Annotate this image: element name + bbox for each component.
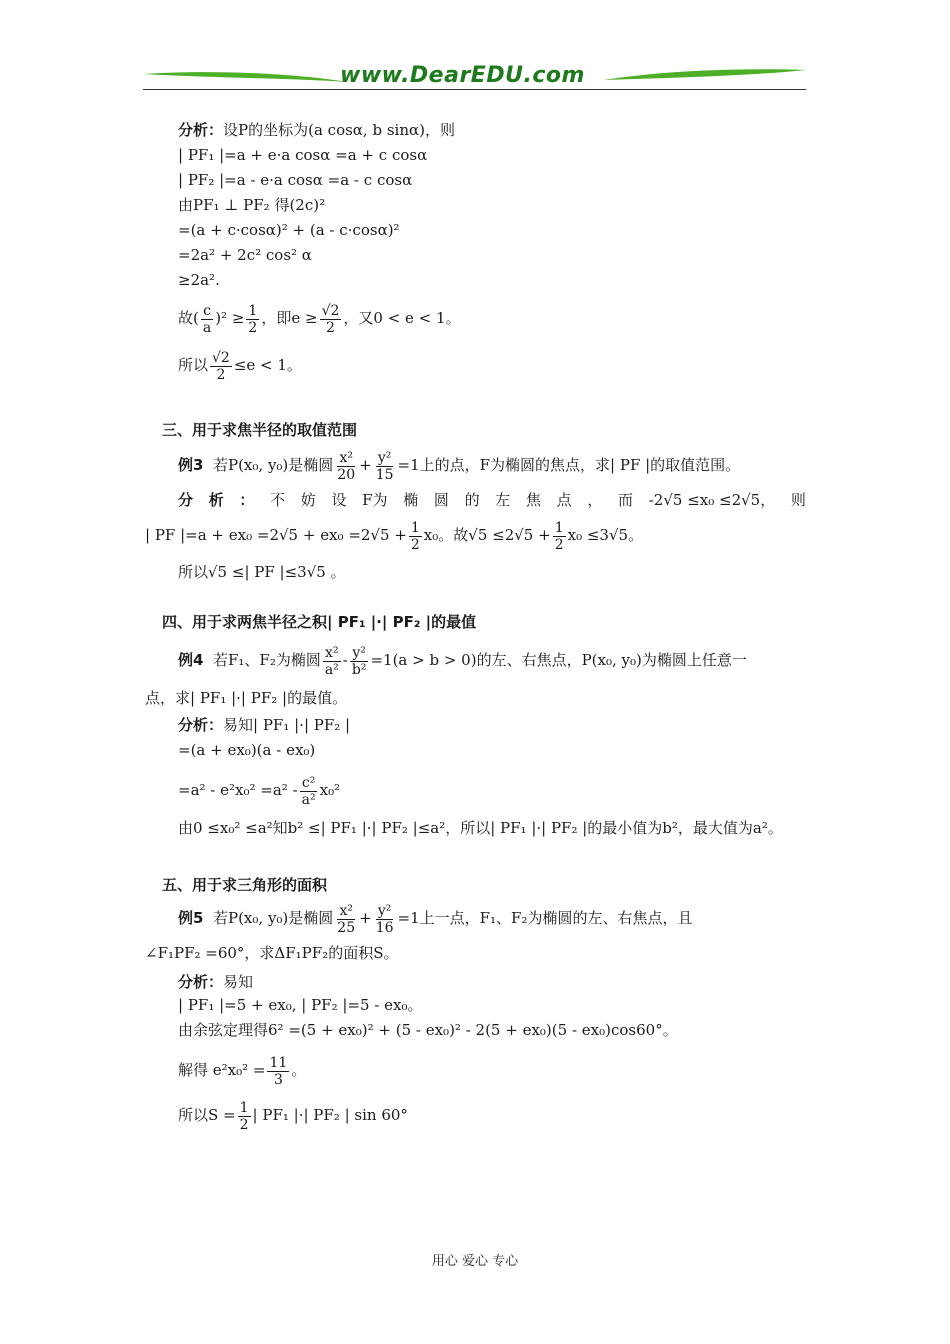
text-segment: 解得 e²x₀² = bbox=[178, 1061, 266, 1079]
fraction-num: 1 bbox=[410, 519, 420, 536]
analysis-3-line-2 bbox=[145, 515, 643, 555]
text-segment: | PF |=a + ex₀ =2√5 + ex₀ =2√5 + bbox=[145, 526, 407, 544]
text-segment: 若P(x₀, y₀)是椭圆 bbox=[212, 909, 334, 927]
fraction-num: c² bbox=[301, 774, 316, 791]
formula-ineq: ≥2a². bbox=[178, 271, 220, 289]
fraction-root2-half bbox=[320, 304, 342, 335]
analysis-line-1 bbox=[178, 120, 455, 140]
fraction-x2-20 bbox=[335, 451, 357, 482]
text-segment: 所以S = bbox=[178, 1106, 236, 1124]
fraction-y2-16 bbox=[374, 904, 396, 935]
fraction-num: x² bbox=[339, 449, 353, 466]
analysis-5-line-3: 由余弦定理得6² =(5 + ex₀)² + (5 - ex₀)² - 2(5 + ex₀)(5 - ex₀)cos60°。 bbox=[178, 1021, 678, 1039]
fraction-num: x² bbox=[325, 644, 339, 661]
fraction-den: 3 bbox=[273, 1071, 283, 1088]
text-segment: 若P(x₀, y₀)是椭圆 bbox=[212, 456, 334, 474]
fraction-c2-a2 bbox=[300, 776, 318, 807]
analysis-5-line-4 bbox=[178, 1050, 306, 1090]
fraction-num: 1 bbox=[239, 1099, 249, 1116]
fraction-half bbox=[409, 521, 422, 552]
text-segment: 。 bbox=[291, 1061, 307, 1079]
text-segment: + bbox=[359, 909, 372, 927]
analysis-5-line-2: | PF₁ |=5 + ex₀, | PF₂ |=5 - ex₀。 bbox=[178, 996, 423, 1014]
fraction-den: 16 bbox=[375, 919, 394, 936]
fraction-num: y² bbox=[377, 902, 392, 919]
text-segment: + bbox=[359, 456, 372, 474]
fraction-num: c bbox=[203, 302, 211, 319]
example-5 bbox=[178, 898, 692, 938]
text-segment: 易知 bbox=[223, 973, 254, 991]
header-rule bbox=[143, 89, 806, 90]
fraction-num: √2 bbox=[321, 302, 340, 319]
word: 则 bbox=[790, 491, 806, 509]
fraction-half bbox=[238, 1101, 251, 1132]
fraction-den: 2 bbox=[554, 536, 564, 553]
fraction-den: 2 bbox=[239, 1116, 249, 1133]
fraction-y2-15 bbox=[374, 451, 396, 482]
formula-result bbox=[178, 345, 302, 385]
word: ： bbox=[239, 491, 255, 509]
analysis-4-line-2: =(a + ex₀)(a - ex₀) bbox=[178, 741, 316, 759]
text-segment: 故( bbox=[178, 309, 199, 327]
fraction-den: 15 bbox=[375, 466, 394, 483]
formula-simplify: =2a² + 2c² cos² α bbox=[178, 246, 312, 264]
fraction-c-over-a bbox=[201, 304, 213, 335]
fraction-den: 2 bbox=[326, 319, 335, 336]
text-segment: 若F₁、F₂为椭圆 bbox=[212, 651, 321, 669]
analysis-4-line-1 bbox=[178, 715, 350, 735]
fraction-num: 11 bbox=[269, 1054, 288, 1071]
section-4-title: 四、用于求两焦半径之积| PF₁ |·| PF₂ |的最值 bbox=[162, 613, 477, 631]
fraction-den: a bbox=[202, 319, 212, 336]
word: 椭 bbox=[403, 491, 419, 509]
header-swoosh-right bbox=[598, 66, 808, 86]
fraction-den: a² bbox=[324, 661, 339, 678]
text-segment: ≤e < 1。 bbox=[233, 356, 302, 374]
analysis-label: 分析： bbox=[178, 121, 224, 139]
fraction-11-3 bbox=[267, 1056, 289, 1087]
analysis-4-line-4: 由0 ≤x₀² ≤a²知b² ≤| PF₁ |·| PF₂ |≤a²，所以| PF₁ |·| PF₂ |的最小值为b²，最大值为a²。 bbox=[178, 819, 783, 837]
text-segment: x₀ ≤3√5。 bbox=[567, 526, 644, 544]
fraction-x2-25 bbox=[335, 904, 357, 935]
text-segment: - bbox=[342, 651, 348, 669]
word: 不 bbox=[270, 491, 286, 509]
fraction-den: 2 bbox=[248, 319, 258, 336]
fraction-y2-b2 bbox=[350, 646, 369, 677]
example-5-cont: ∠F₁PF₂ =60°，求ΔF₁PF₂的面积S。 bbox=[145, 944, 399, 962]
example-4-cont: 点，求| PF₁ |·| PF₂ |的最值。 bbox=[145, 689, 348, 707]
text-segment: =1上一点，F₁、F₂为椭圆的左、右焦点，且 bbox=[397, 909, 693, 927]
header-swoosh-left bbox=[143, 68, 353, 88]
formula-expand: =(a + c·cosα)² + (a - c·cosα)² bbox=[178, 221, 400, 239]
example-label: 例5 bbox=[178, 909, 204, 927]
example-3 bbox=[178, 445, 740, 485]
word: 焦 bbox=[525, 491, 541, 509]
fraction-root2-half bbox=[210, 351, 232, 382]
text-segment: | PF₁ |·| PF₂ | sin 60° bbox=[252, 1106, 408, 1124]
fraction-num: x² bbox=[339, 902, 353, 919]
fraction-num: √2 bbox=[212, 349, 230, 366]
text-segment: =1上的点，F为椭圆的焦点，求| PF |的取值范围。 bbox=[397, 456, 741, 474]
text-segment: =1(a > b > 0)的左、右焦点，P(x₀, y₀)为椭圆上任意一 bbox=[370, 651, 747, 669]
fraction-num: y² bbox=[377, 449, 392, 466]
word: 而 bbox=[618, 491, 634, 509]
text-segment: )² ≥ bbox=[215, 309, 245, 327]
fraction-x2-a2 bbox=[323, 646, 341, 677]
text-segment: 所以 bbox=[178, 356, 209, 374]
fraction-den: 2 bbox=[410, 536, 420, 553]
fraction-den: 25 bbox=[337, 919, 356, 936]
word: 左 bbox=[495, 491, 511, 509]
fraction-half bbox=[246, 304, 259, 335]
example-label: 例3 bbox=[178, 456, 204, 474]
fraction-num: 1 bbox=[554, 519, 564, 536]
text-segment: x₀² bbox=[319, 781, 341, 799]
word: ， bbox=[587, 491, 603, 509]
fraction-den: a² bbox=[301, 791, 316, 808]
fraction-den: 2 bbox=[216, 366, 226, 383]
fraction-den: 20 bbox=[337, 466, 356, 483]
analysis-3-line-3: 所以√5 ≤| PF |≤3√5 。 bbox=[178, 563, 346, 581]
word: F为 bbox=[362, 491, 388, 509]
text-segment: ，又0 < e < 1。 bbox=[343, 309, 461, 327]
fraction-num: 1 bbox=[248, 302, 258, 319]
formula-pf1: | PF₁ |=a + e·a cosα =a + c cosα bbox=[178, 146, 428, 164]
word: -2√5 ≤x₀ ≤2√5， bbox=[648, 491, 776, 509]
word: 点 bbox=[556, 491, 572, 509]
analysis-3-line-1 bbox=[178, 490, 806, 510]
section-5-title: 五、用于求三角形的面积 bbox=[162, 876, 328, 894]
fraction-num: y² bbox=[352, 644, 366, 661]
formula-ratio bbox=[178, 298, 461, 338]
word: 设 bbox=[331, 491, 347, 509]
word: 圆 bbox=[433, 491, 449, 509]
example-label: 例4 bbox=[178, 651, 204, 669]
text-segment: =a² - e²x₀² =a² - bbox=[178, 781, 298, 799]
word: 分 bbox=[178, 491, 194, 509]
page-footer: 用心 爱心 专心 bbox=[431, 1254, 519, 1269]
formula-perp: 由PF₁ ⊥ PF₂ 得(2c)² bbox=[178, 196, 326, 214]
example-4 bbox=[178, 640, 747, 680]
analysis-text: 设P的坐标为(a cosα, b sinα)，则 bbox=[223, 121, 455, 139]
formula-pf2: | PF₂ |=a - e·a cosα =a - c cosα bbox=[178, 171, 413, 189]
word: 的 bbox=[464, 491, 480, 509]
fraction-den: b² bbox=[351, 661, 367, 678]
site-logo: www.DearEDU.com bbox=[340, 63, 585, 88]
analysis-4-line-3 bbox=[178, 770, 340, 810]
section-3-title: 三、用于求焦半径的取值范围 bbox=[162, 421, 358, 439]
text-segment: 易知| PF₁ |·| PF₂ | bbox=[223, 716, 351, 734]
word: 析 bbox=[208, 491, 224, 509]
text-segment: ，即e ≥ bbox=[261, 309, 318, 327]
analysis-label: 分析： bbox=[178, 973, 224, 991]
analysis-label: 分析： bbox=[178, 716, 224, 734]
analysis-5-line-1 bbox=[178, 972, 253, 992]
word: 妨 bbox=[300, 491, 316, 509]
text-segment: x₀。故√5 ≤2√5 + bbox=[423, 526, 551, 544]
analysis-5-line-5 bbox=[178, 1095, 408, 1135]
fraction-half bbox=[553, 521, 566, 552]
